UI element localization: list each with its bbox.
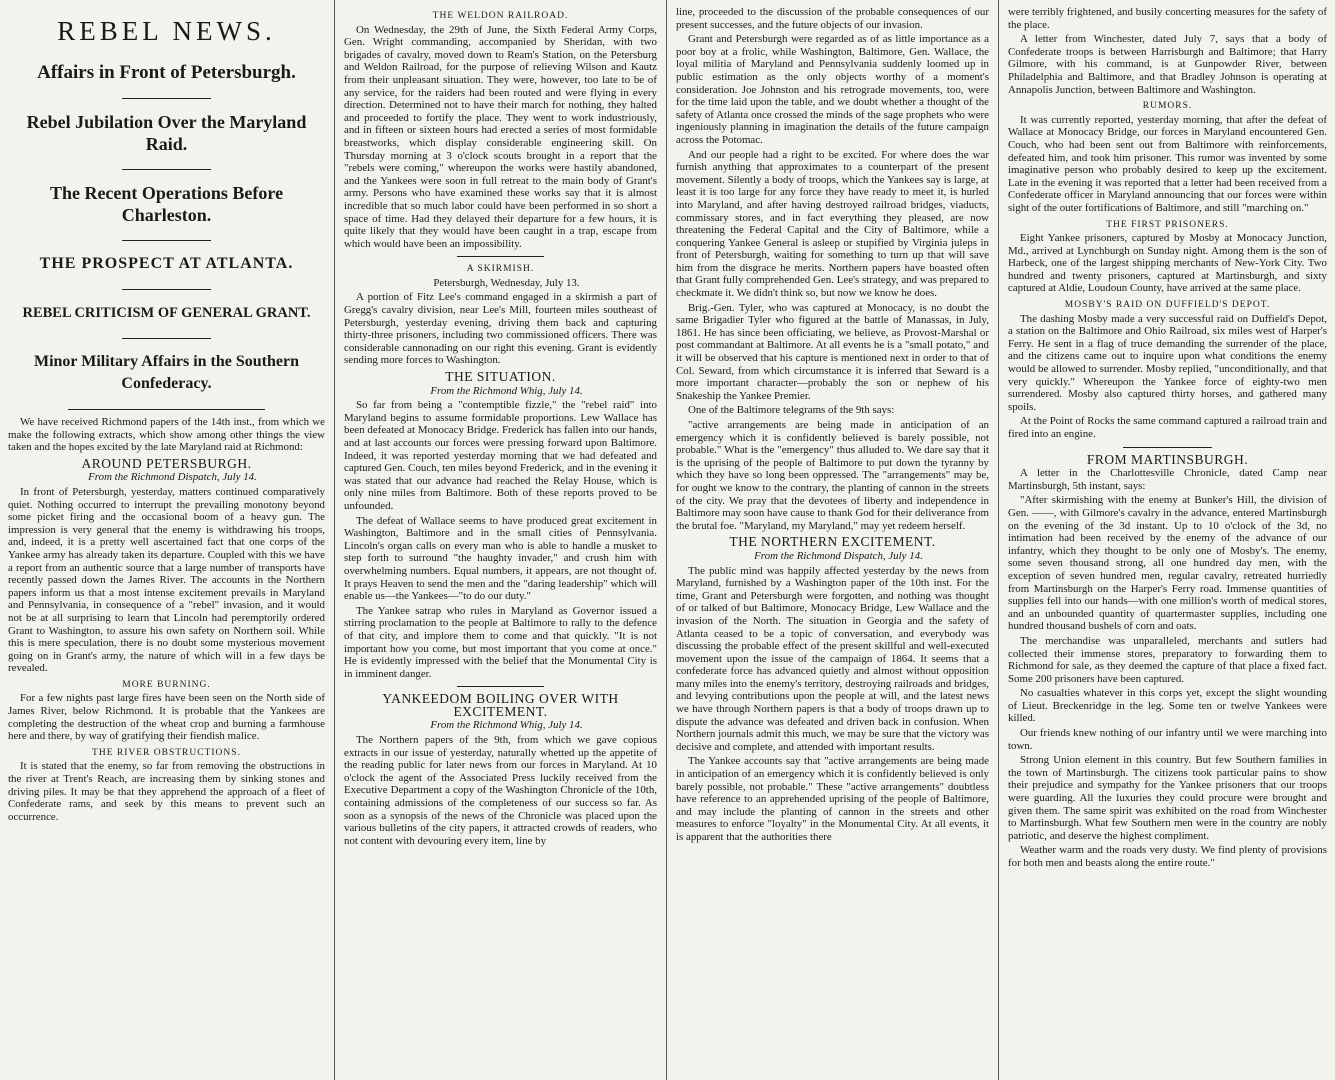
section-heading-skirmish: A SKIRMISH. — [466, 264, 535, 275]
divider — [1123, 447, 1212, 448]
divider — [122, 338, 211, 339]
section-heading-petersburgh: AROUND PETERSBURGH. — [81, 455, 252, 471]
article-paragraph: The merchandise was unparalleled, merchants and sutlers had collected their immense stores, preparatory to forwarding them to Richmond for sale, as they deemed the capture of that place a fixed fact. Some 200 prisoners have been captured. — [1008, 634, 1327, 685]
column-rule — [334, 0, 335, 1080]
article-paragraph: And our people had a right to be excited. For where does the war furnish anything that approximates to a counterpart of the present movement. Silently a body of troops, which the Yankees say is large, at least it is too large for any force they have ready to meet it, is hurled into Maryland, and after having destroyed railroad bridges, viaducts, commissary stores, and in fact everything they pleased, are now threatening the Federal Capital and the City of Baltimore, while a conquering Yankee General is asleep or stupified by Virginia juleps in front of Petersburgh, waiting for something to turn up that will save him from the disgrace he merits. Northern papers have boasted often that Grant fully comprehended Gen. Lee's strategy, and was prepared to checkmate it. We didn't think so, but now we know he does. — [676, 148, 989, 300]
section-heading-weldon: THE WELDON RAILROAD. — [432, 11, 569, 21]
article-paragraph: Our friends knew nothing of our infantry until we were marching into town. — [1008, 727, 1327, 752]
article-paragraph: The dashing Mosby made a very successful raid on Duffield's Depot, a station on the Baltimore and Ohio Railroad, six miles west of Harper's Ferry. He sent in a flag of truce demanding the surrender of the place, and the citizens came out to inquire upon what conditions the enemy would be allowed to surrender. Mosby replied, "unconditionally, and that very quickly." Whereupon the Yankee force of eighty-two men surrendered. Mosby also captured thirty horses, and gathered many spoils. — [1008, 312, 1327, 413]
section-heading-northern: THE NORTHERN EXCITEMENT. — [729, 534, 936, 550]
column-rule — [998, 0, 999, 1080]
article-paragraph: "After skirmishing with the enemy at Bunker's Hill, the division of Gen. ——, with Gilmore's cavalry in the advance, entered Martinsburgh on the evening of the 3d instant. Up to 10 o'clock of the 3d, no intimation had been received by the enemy of the advance of our infantry, which they thought to be only one of Mosby's. The enemy, some seven thousand strong, all one hundred day men, with the exception of seven hundred men, regular cavalry, retreated hurriedly from Martinsburgh on the Harper's Ferry road. Immense quantities of supplies fell into our hands—with one million's worth of medical stores, and an unbounded quantity of quartermaster supplies, including one hundred thousand bushels of corn and oats. — [1008, 494, 1327, 633]
headline-grant-criticism: REBEL CRITICISM OF GENERAL GRANT. — [22, 305, 311, 321]
column-3 — [668, 0, 997, 1080]
divider — [122, 98, 211, 99]
article-paragraph: Eight Yankee prisoners, captured by Mosby at Monocacy Junction, Md., arrived at Lynchburgh on Sunday night. Among them is the son of Harbeck, one of the largest shipping merchants of New-York City. Two hundred and twenty prisoners, captured at Martinsburgh, and sixty captured at Aldie, Loudoun County, have arrived at the same place. — [1008, 232, 1327, 295]
divider — [122, 240, 211, 241]
article-paragraph: In front of Petersburgh, yesterday, matters continued comparatively quiet. Nothing occurred to interrupt the prevailing monotony beyond some picket firing and the occasional boom of a heavy gun. The impression is very general that the enemy is withdrawing his troops, and, indeed, it is a pretty well ascertained fact that one corps of the Yankee army has already taken its departure. Coupled with this we have a report from an authentic source that a large number of transports have recently passed down the James River. The accounts in the Northern papers inform us that a most intense excitement prevails in Maryland and Pennsylvania, in consequence of a "rebel" invasion, and it would not be at all surprising to learn that Lincoln had peremptorily ordered Grant to Washington, to assure his own safety on Northern soil. While this is mere speculation, there is no doubt some mysterious movement going on in Grant's army, the nature of which will in a few days be revealed. — [8, 485, 325, 675]
article-paragraph: A letter from Winchester, dated July 7, says that a body of Confederate troops is between Harrisburgh and Baltimore; that Harry Gilmore, with his command, is at Gunpowder River, between Philadelphia and Baltimore, and that Bradley Johnson is operating at Annapolis Junction, between Baltimore and Washington. — [1008, 33, 1327, 96]
article-paragraph: A portion of Fitz Lee's command engaged in a skirmish a part of Gregg's cavalry division, near Lee's Mill, fourteen miles southeast of Petersburgh, yesterday evening, driving them back and capturing thirty-three prisoners, including two commissioned officers. There was considerable cannonading on our right this evening. Grant is evidently sending more forces to Washington. — [344, 291, 657, 367]
article-paragraph: A letter in the Charlottesville Chronicle, dated Camp near Martinsburgh, 5th instant, says: — [1008, 467, 1327, 492]
source-line: From the Richmond Whig, July 14. — [430, 719, 583, 732]
article-paragraph: So far from being a "contemptible fizzle," the "rebel raid" into Maryland begins to assume formidable proportions. Lew Wallace has been defeated at Monocacy Bridge. Frederick has fallen into our hands, and at last accounts our forces were pressing forward upon Baltimore. Indeed, it was reported yesterday morning that we had defeated and captured Gen. Couch, ten miles beyond Frederick, and in the evening it was stated that our advance had reached the Relay House, which is only nine miles from Baltimore. Both of these reports proved to be unfounded. — [344, 399, 657, 512]
article-paragraph: line, proceeded to the discussion of the probable consequences of our present successes, and the future objects of our invasion. — [676, 6, 989, 31]
column-2 — [336, 0, 665, 1080]
divider — [122, 169, 211, 170]
divider — [122, 289, 211, 290]
article-paragraph: The public mind was happily affected yesterday by the news from Maryland, furnished by a Washington paper of the 10th inst. For the time, Grant and Petersburgh were forgotten, and nothing was thought of or talked of but Baltimore, Monocacy Bridge, Lew Wallace and the invasion of the North. The situation in Georgia and the safety of Atlanta ceased to be a topic of conversation, and everybody was discussing the probable effect of the present skillful and well-executed movement upon the issue of the campaign of 1864. It seems that a confederate force has advanced quietly and almost without opposition many miles into the enemy's territory, destroying railroads and bridges, and levying contributions upon the people at will, and the latest news we have through Northern papers is that a body of troops drawn up to dispute the advance was defeated and driven back in confusion. When Northern journals admit this much, we may be sure that the victory was decisive and complete, and attended with important results. — [676, 564, 989, 753]
dateline: Petersburgh, Wednesday, July 13. — [433, 276, 580, 289]
article-paragraph: It was currently reported, yesterday morning, that after the defeat of Wallace at Monocacy Bridge, our forces in Maryland encountered Gen. Couch, who had been sent out from Baltimore with reinforcements, defeated him, and took him prisoner. This rumor was invented by some imaginative person who probably desired to keep up the excitement. Late in the evening it was reported that a letter had been received from a Confederate officer in Maryland announcing that our forces were within sight of the outer fortifications of Baltimore, and still "marching on." — [1008, 113, 1327, 214]
article-paragraph: Strong Union element in this country. But few Southern families in the town of Martinsburgh. The citizens took particular pains to show their prejudice and sympathy for the Yankee prisoners that our troops were guarding. All the luxuries they could procure were brought and given them. The same spirit was exhibited on the road from Winchester to Martinsburgh. What few Southern men were in the country are nobly patriotic, and deserve the highest compliment. — [1008, 754, 1327, 842]
section-heading-river: THE RIVER OBSTRUCTIONS. — [92, 747, 241, 758]
article-paragraph: "active arrangements are being made in anticipation of an emergency which it is confidently believed is barely possible, not probable." What is the "emergency" thus alluded to. We dare say that it is the uprising of the people of Baltimore to put down the tyranny by which they have so long been oppressed. The "arrangements" may be, for ought we know to the contrary, the planting of cannon in the streets of the city. We pray that the devotees of liberty and independence in Baltimore may soon have cause to thank God for their deliverance from the brutal foe. "Maryland, my Maryland," may yet redeem herself. — [676, 419, 989, 532]
column-rule — [666, 0, 667, 1080]
masthead: REBEL NEWS. — [57, 16, 276, 46]
headline-charleston: The Recent Operations Before Charleston. — [49, 183, 284, 225]
article-paragraph: At the Point of Rocks the same command captured a railroad train and fired into an engine. — [1008, 415, 1327, 440]
source-line: From the Richmond Dispatch, July 14. — [88, 471, 257, 484]
column-1 — [0, 0, 333, 1080]
section-heading-rumors: RUMORS. — [1142, 101, 1193, 112]
headline-maryland-raid: Rebel Jubilation Over the Maryland Raid. — [26, 112, 307, 154]
source-line: From the Richmond Dispatch, July 14. — [754, 549, 923, 562]
divider — [68, 409, 265, 410]
article-paragraph: It is stated that the enemy, so far from removing the obstructions in the river at Trent's Reach, are increasing them by sinking stones and driving piles. It may be that they apprehend the approach of a fleet of Confederate rams, and seek by this means to prevent such an occurrence. — [8, 760, 325, 823]
section-heading-burning: MORE BURNING. — [122, 679, 211, 690]
article-paragraph: For a few nights past large fires have been seen on the North side of James River, below Richmond. It is probable that the Yankees are completing the destruction of the wheat crop and burning a farmhouse here and there, by way of gratifying their fiendish malice. — [8, 692, 325, 743]
column-4 — [1000, 0, 1335, 1080]
section-heading-mosby: MOSBY'S RAID ON DUFFIELD'S DEPOT. — [1064, 300, 1271, 311]
section-heading-martinsburgh: FROM MARTINSBURGH. — [1086, 451, 1249, 467]
article-paragraph: Weather warm and the roads very dusty. We find plenty of provisions for both men and beasts along the entire route." — [1008, 844, 1327, 869]
article-paragraph: The Northern papers of the 9th, from which we gave copious extracts in our issue of yesterday, naturally whetted up the appetite of the reading public for later news from our forces in Maryland. At 10 o'clock the agent of the Associated Press luckily received from the Executive Department a copy of the Washington Chronicle of the 10th, containing admissions of the completeness of our success so far. As soon as a synopsis of the news of the Chronicle was placed upon the various bulletins of the city papers, it attracted crowds of readers, who not content with devouring every item, line by — [344, 734, 657, 847]
headline-petersburgh: Affairs in Front of Petersburgh. — [37, 62, 296, 83]
article-paragraph: The Yankee accounts say that "active arrangements are being made in anticipation of an emergency which it is confidently believed is only barely possible, not probable." These "active arrangements" doubtless have reference to an apprehended uprising of the people of Baltimore, and may include the planting of cannon in the streets and other measures to enforce "loyalty" in the Monumental City. At all events, it is apparent that the authorities there — [676, 755, 989, 843]
article-paragraph: No casualties whatever in this corps yet, except the slight wounding of Lieut. Breckenridge in the leg. Some ten or twelve Yankees were killed. — [1008, 687, 1327, 725]
divider — [457, 256, 545, 257]
divider — [457, 686, 545, 687]
source-line: From the Richmond Whig, July 14. — [430, 384, 583, 397]
headline-minor-affairs: Minor Military Affairs in the Southern Confederacy. — [33, 353, 300, 392]
article-paragraph: were terribly frightened, and busily concerting measures for the safety of the place. — [1008, 6, 1327, 31]
section-heading-prisoners: THE FIRST PRISONERS. — [1106, 219, 1229, 230]
headline-atlanta: THE PROSPECT AT ATLANTA. — [39, 255, 294, 272]
article-paragraph: The defeat of Wallace seems to have produced great excitement in Washington, Baltimore and in the small cities of Pennsylvania. Lincoln's organ calls on every man who is able to handle a musket to step forth to surround "the haughty invader," and crush him with overwhelming numbers. Equal numbers, it appears, are not thought of. It prays Heaven to send the men and the "daring leadership" which will enable us—the Yankees—"to do our duty." — [344, 514, 657, 603]
section-heading-yankeedom: YANKEEDOM BOILING OVER WITH EXCITEMENT. — [382, 691, 619, 719]
intro-paragraph: We have received Richmond papers of the 14th inst., from which we make the following extracts, which show among other things the view taken and the hopes excited by the late Maryland raid at Richmond: — [8, 416, 325, 454]
article-paragraph: Brig.-Gen. Tyler, who was captured at Monocacy, is no doubt the same Brigadier Tyler who figured at the battle of Manassas, in July, 1861. He has since been officiating, we believe, as Provost-Marshal or post commandant at Baltimore. At all events he is a "small potato," and it will be observed that his capture is mentioned next in order to that of Col. Seward, from which circumstance it is inferred that Seward is a more important character—probably the son or nephew of his Snakeship the Yankee Premier. — [676, 301, 989, 402]
section-heading-situation: THE SITUATION. — [445, 369, 556, 385]
article-paragraph: The Yankee satrap who rules in Maryland as Governor issued a stirring proclamation to the people at Baltimore to rally to the defence of that city, and implore them to come and that quickly. "It is not important how you come, but most important that you come at once." He is evidently impressed with the belief that the Monumental City is in imminent danger. — [344, 604, 657, 680]
article-paragraph: Grant and Petersburgh were regarded as of as little importance as a poor boy at a frolic, while Washington, Baltimore, Gen. Wallace, the loyal militia of Maryland and Pennsylvania suddenly loomed up in public estimation as the only objects worthy of a moment's consideration. Joe Johnston and his retrograde movements, too, were for the time laid upon the table, and we doubt whether a thought of the safety of Atlanta once crossed the minds of the sage prophets who were ingeniously planning in imagination the details of the future campaign across the Potomac. — [676, 33, 989, 146]
article-paragraph: One of the Baltimore telegrams of the 9th says: — [688, 404, 895, 417]
article-paragraph: On Wednesday, the 29th of June, the Sixth Federal Army Corps, Gen. Wright commanding, accompanied by Sheridan, with two brigades of cavalry, moved down to Ream's Station, on the Petersburg and Weldon Railroad, for the purpose of relieving Wilson and Kautz from their unpleasant situation. They were, however, too late to be of any service, for the raiders had been routed and were flying in every direction. Determined not to have their march for nothing, they halted and proceeded to fortify the place. They went to work industriously, and in fifteen or sixteen hours had erected a series of most formidable breastworks, which display considerable engineering skill. On Thursday morning at 3 o'clock scouts brought in a report that the "rebels were coming," whereupon the works were hastily abandoned, and the Yankees were soon in full retreat to the main body of Grant's army. Persons who have examined these works say that it is almost incredible that so much labor could have been performed in so short a space of time. Had they delayed their departure for a few hours, it is quite likely that they would have been caught in a trap, escape from which would have been an impossibility. — [344, 23, 657, 250]
